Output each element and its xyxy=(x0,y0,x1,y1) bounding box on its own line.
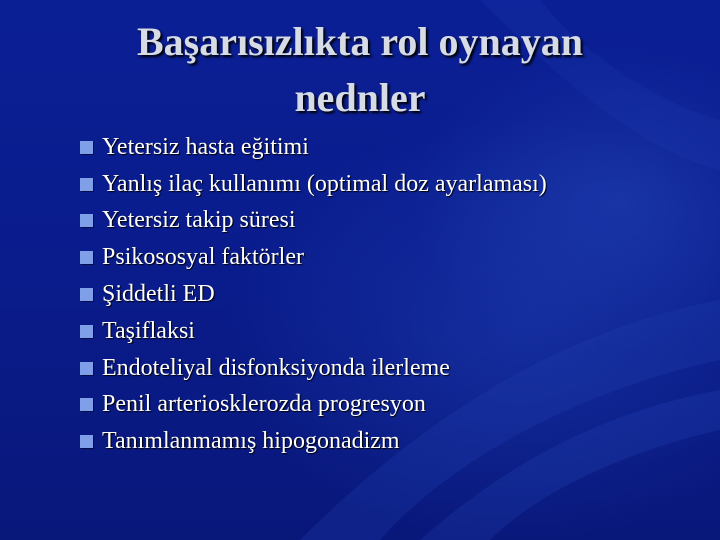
bullet-text: Endoteliyal disfonksiyonda ilerleme xyxy=(102,354,450,381)
square-bullet-icon xyxy=(80,251,93,264)
bullet-item xyxy=(80,387,547,424)
bullet-item xyxy=(80,203,547,240)
bullet-text: Şiddetli ED xyxy=(102,281,215,308)
bullet-text: Yanlış ilaç kullanımı (optimal doz ayarlaması) xyxy=(102,170,547,197)
bullet-item xyxy=(80,350,547,387)
square-bullet-icon xyxy=(80,178,93,191)
slide-title xyxy=(60,14,660,126)
bullet-text: Yetersiz hasta eğitimi xyxy=(102,133,309,160)
bullet-item xyxy=(80,166,547,203)
bullet-item xyxy=(80,423,547,460)
bullet-item xyxy=(80,313,547,350)
bullet-text: Psikososyal faktörler xyxy=(102,244,304,271)
square-bullet-icon xyxy=(80,362,93,375)
square-bullet-icon xyxy=(80,141,93,154)
bullet-text: Penil arteriosklerozda progresyon xyxy=(102,391,426,418)
bullet-text: Tanımlanmamış hipogonadizm xyxy=(102,428,400,455)
slide-title-line-1: Başarısızlıkta rol oynayan xyxy=(137,19,583,64)
bullet-text: Taşiflaksi xyxy=(102,317,195,344)
square-bullet-icon xyxy=(80,325,93,338)
bullet-item xyxy=(80,239,547,276)
bullet-item xyxy=(80,129,547,166)
square-bullet-icon xyxy=(80,288,93,301)
bullet-text: Yetersiz takip süresi xyxy=(102,207,296,234)
bullet-list xyxy=(80,129,547,460)
bullet-item xyxy=(80,276,547,313)
slide-title-line-2: nednler xyxy=(294,75,426,120)
square-bullet-icon xyxy=(80,435,93,448)
square-bullet-icon xyxy=(80,398,93,411)
square-bullet-icon xyxy=(80,214,93,227)
